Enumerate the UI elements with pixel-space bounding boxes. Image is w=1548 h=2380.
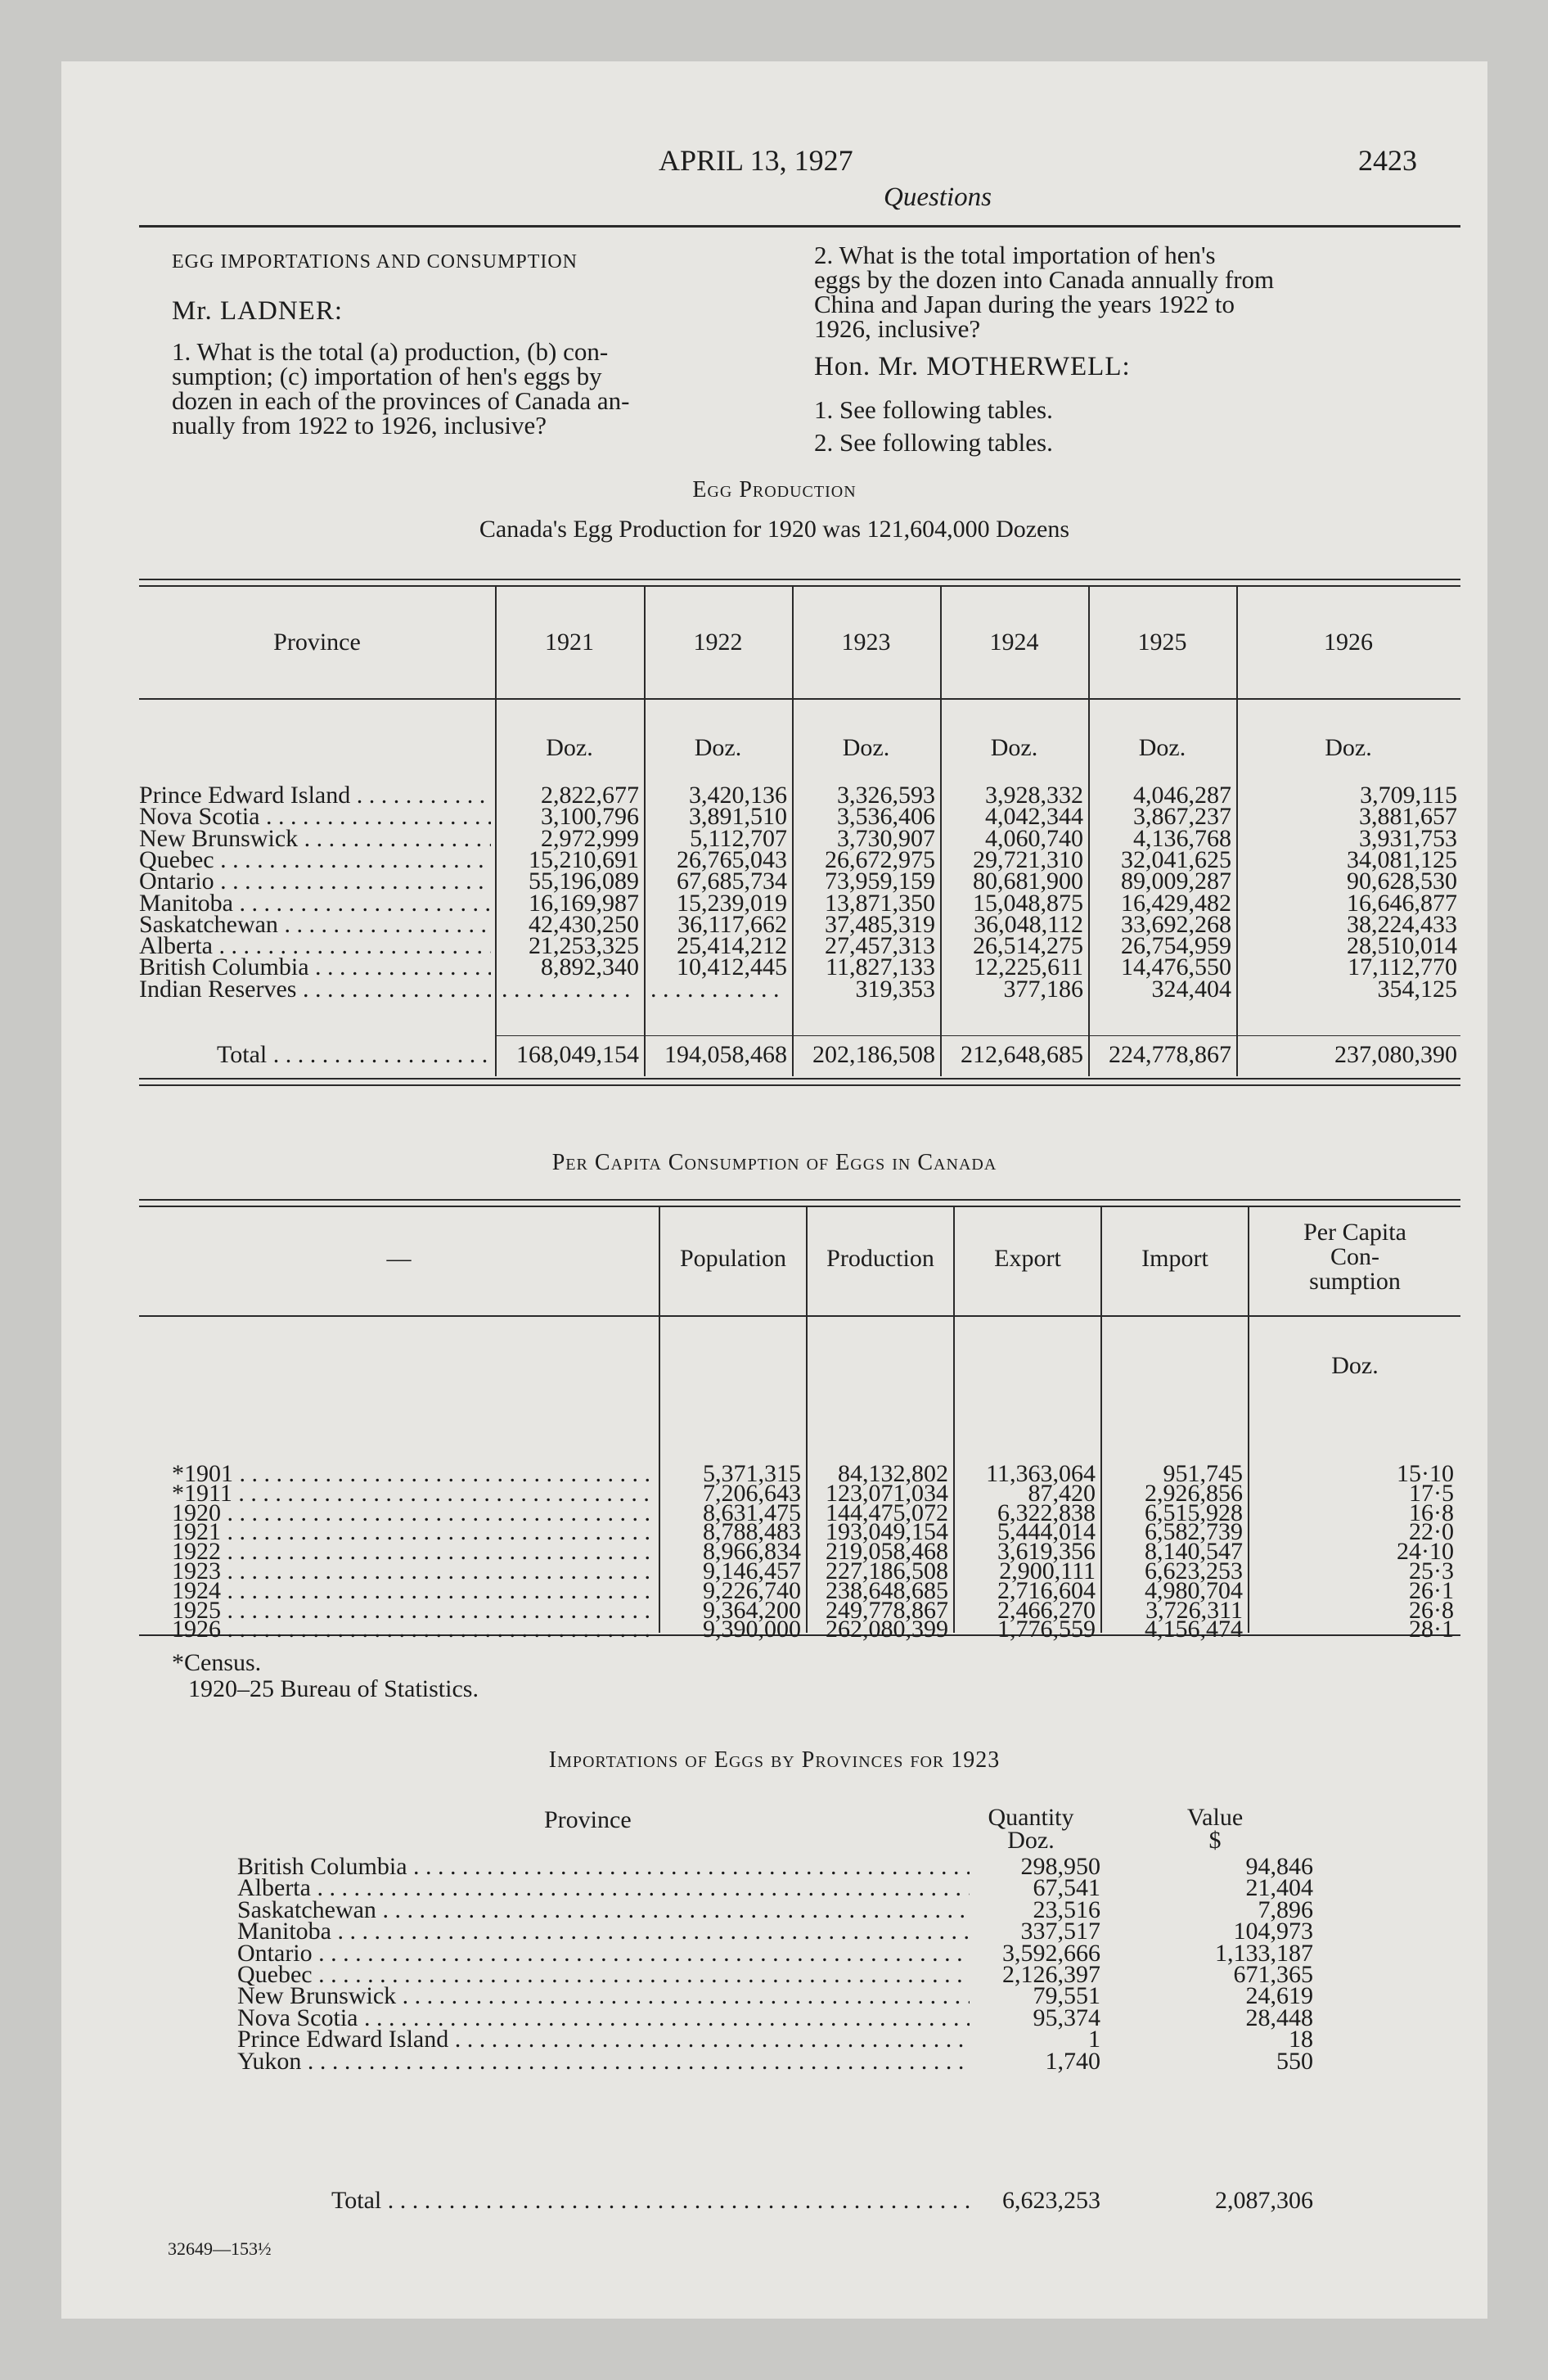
production-cell: 3,928,332 xyxy=(985,782,1083,809)
production-cell: 4,046,287 xyxy=(1133,782,1231,809)
province-name: New Brunswick xyxy=(139,827,299,850)
year-header: 1925 xyxy=(1137,629,1187,656)
importation-value: 28,448 xyxy=(1245,2004,1313,2031)
quantity-header: Quantity Doz. xyxy=(988,1804,1074,1854)
importation-province: British Columbia xyxy=(237,1855,407,1877)
consumption-cell: 8,966,834 xyxy=(703,1538,801,1566)
production-cell xyxy=(495,978,637,1000)
left-question-line: 1. What is the total (a) production, (b) con- xyxy=(172,337,609,366)
province-row-label xyxy=(139,935,491,957)
consumption-cell: 6,322,838 xyxy=(997,1499,1096,1526)
production-cell: 33,692,268 xyxy=(1121,910,1231,938)
importation-value: 24,619 xyxy=(1245,1982,1313,2010)
consumption-year: 1924 xyxy=(172,1579,221,1602)
production-cell: 14,476,550 xyxy=(1121,953,1231,981)
consumption-year: 1922 xyxy=(172,1540,221,1563)
header-page-number: 2423 xyxy=(1358,144,1417,177)
production-total-cell: 224,778,867 xyxy=(1109,1041,1231,1068)
importation-value: 671,365 xyxy=(1233,1961,1313,1988)
left-question-line: sumption; (c) importation of hen's eggs by xyxy=(172,362,602,390)
value-header: Value $ xyxy=(1186,1804,1244,1854)
importation-quantity: 23,516 xyxy=(1033,1895,1100,1923)
consumption-cell: 1,776,559 xyxy=(997,1616,1096,1643)
consumption-cell: 26·1 xyxy=(1409,1576,1454,1604)
production-cell: 28,510,014 xyxy=(1347,932,1457,960)
import-header: Import xyxy=(1141,1245,1208,1272)
production-cell: 8,892,340 xyxy=(541,953,639,981)
production-cell: 29,721,310 xyxy=(973,845,1083,873)
left-speaker: Mr. LADNER: xyxy=(172,296,343,326)
consumption-cell: 2,716,604 xyxy=(997,1576,1096,1604)
consumption-title: Per Capita Consumption of Eggs in Canada xyxy=(551,1150,997,1175)
consumption-cell: 87,420 xyxy=(1028,1479,1096,1507)
year-header: 1922 xyxy=(693,629,743,656)
importation-row-label xyxy=(237,1899,970,1921)
importation-quantity: 3,592,666 xyxy=(1002,1939,1100,1967)
province-row-label xyxy=(139,913,491,935)
production-cell: 25,414,212 xyxy=(677,932,787,960)
production-cell: 5,112,707 xyxy=(690,824,787,852)
left-question-line: nually from 1922 to 1926, inclusive? xyxy=(172,411,547,439)
importation-value: 94,846 xyxy=(1245,1853,1313,1880)
production-cell: 15,210,691 xyxy=(529,845,639,873)
production-cell: 4,060,740 xyxy=(985,824,1083,852)
year-header: 1923 xyxy=(841,629,891,656)
production-cell: 36,048,112 xyxy=(974,910,1083,938)
consumption-cell: 84,132,802 xyxy=(838,1460,948,1487)
production-cell: 16,646,877 xyxy=(1347,889,1457,917)
production-cell: 55,196,089 xyxy=(529,868,639,895)
production-total-label xyxy=(160,1044,491,1066)
right-question-text xyxy=(814,243,1403,341)
header-rule xyxy=(139,225,1460,228)
importation-row-label xyxy=(237,2050,970,2072)
consumption-cell: 6,623,253 xyxy=(1145,1557,1243,1584)
left-question-text xyxy=(172,337,773,439)
importation-row-label xyxy=(237,1942,970,1964)
consumption-cell: 227,186,508 xyxy=(826,1557,948,1584)
consumption-year: *1901 xyxy=(172,1463,233,1485)
consumption-cell: 24·10 xyxy=(1397,1538,1454,1566)
consumption-cell: 9,364,200 xyxy=(703,1596,801,1624)
consumption-cell: 4,156,474 xyxy=(1145,1616,1243,1643)
population-header: Population xyxy=(679,1245,786,1272)
header-date: APRIL 13, 1927 xyxy=(659,144,853,177)
consumption-row-label xyxy=(172,1618,655,1640)
province-row-label xyxy=(139,956,491,978)
importation-province: Prince Edward Island xyxy=(237,2028,449,2051)
production-cell: 3,931,753 xyxy=(1359,824,1457,852)
importation-quantity: 95,374 xyxy=(1033,2004,1100,2031)
consumption-cell: 6,582,739 xyxy=(1145,1518,1243,1546)
production-total-cell: 237,080,390 xyxy=(1334,1041,1457,1068)
production-cell: 13,871,350 xyxy=(825,889,935,917)
unit-label: Doz. xyxy=(694,734,742,761)
consumption-cell: 6,515,928 xyxy=(1145,1499,1243,1526)
left-question-line: dozen in each of the provinces of Canada an- xyxy=(172,386,630,415)
consumption-cell: 3,619,356 xyxy=(997,1538,1096,1566)
importation-row-label xyxy=(237,2028,970,2050)
consumption-year: 1926 xyxy=(172,1618,221,1641)
consumption-cell: 249,778,867 xyxy=(826,1596,948,1624)
province-name: Alberta xyxy=(139,935,213,958)
census-note: *Census. xyxy=(172,1649,262,1676)
importation-value: 18 xyxy=(1289,2026,1313,2053)
consumption-dash-header: — xyxy=(386,1245,412,1272)
unit-label: Doz. xyxy=(990,734,1038,761)
consumption-cell: 951,745 xyxy=(1163,1460,1243,1487)
production-cell: 3,100,796 xyxy=(541,803,639,831)
importation-value: 550 xyxy=(1276,2047,1313,2075)
consumption-cell: 22·0 xyxy=(1409,1518,1454,1546)
importation-quantity: 1,740 xyxy=(1045,2047,1100,2075)
production-cell: 37,485,319 xyxy=(825,910,935,938)
production-cell: 377,186 xyxy=(1003,975,1083,1003)
production-cell: 80,681,900 xyxy=(973,868,1083,895)
production-cell: 90,628,530 xyxy=(1347,868,1457,895)
importation-quantity: 298,950 xyxy=(1020,1853,1100,1880)
consumption-cell: 123,071,034 xyxy=(826,1479,948,1507)
province-name: Ontario xyxy=(139,870,214,893)
right-question-line: 1926, inclusive? xyxy=(814,314,981,343)
importation-province: Quebec xyxy=(237,1963,313,1986)
production-cell: 3,730,907 xyxy=(837,824,935,852)
production-cell: 42,430,250 xyxy=(529,910,639,938)
header-section: Questions xyxy=(884,183,992,212)
importation-quantity: 337,517 xyxy=(1020,1918,1100,1945)
consumption-cell: 8,788,483 xyxy=(703,1518,801,1546)
importation-total-row: Total . . . xyxy=(331,2189,970,2211)
consumption-cell: 16·8 xyxy=(1409,1499,1454,1526)
unit-label: Doz. xyxy=(1138,734,1186,761)
production-cell xyxy=(644,978,785,1000)
importation-quantity: 79,551 xyxy=(1033,1982,1100,2010)
production-subtitle: Canada's Egg Production for 1920 was 121,604,000 Dozens xyxy=(479,516,1070,543)
consumption-cell: 2,926,856 xyxy=(1145,1479,1243,1507)
production-cell: 73,959,159 xyxy=(825,868,935,895)
production-cell: 15,239,019 xyxy=(677,889,787,917)
importation-row-label xyxy=(237,1877,970,1899)
consumption-cell: 193,049,154 xyxy=(826,1518,948,1546)
import-province-header: Province xyxy=(544,1806,632,1833)
production-cell: 34,081,125 xyxy=(1347,845,1457,873)
question-topic: EGG IMPORTATIONS AND CONSUMPTION xyxy=(172,251,578,273)
bureau-note: 1920–25 Bureau of Statistics. xyxy=(188,1675,479,1702)
province-header: Province xyxy=(273,629,361,656)
production-cell: 3,881,657 xyxy=(1359,803,1457,831)
consumption-cell: 3,726,311 xyxy=(1145,1596,1243,1624)
production-cell: 2,972,999 xyxy=(541,824,639,852)
consumption-cell: 15·10 xyxy=(1397,1460,1454,1487)
importation-quantity: 67,541 xyxy=(1033,1874,1100,1902)
per-capita-header: Per Capita Con- sumption xyxy=(1303,1219,1406,1295)
production-cell: 36,117,662 xyxy=(677,910,787,938)
consumption-cell: 2,466,270 xyxy=(997,1596,1096,1624)
consumption-year: *1911 xyxy=(172,1481,232,1504)
importation-quantity: 2,126,397 xyxy=(1002,1961,1100,1988)
consumption-cell: 8,140,547 xyxy=(1145,1538,1243,1566)
importation-value: 1,133,187 xyxy=(1215,1939,1313,1967)
province-row-label xyxy=(139,827,491,850)
production-header: Production xyxy=(826,1245,934,1272)
production-cell: 3,326,593 xyxy=(837,782,935,809)
production-cell: 17,112,770 xyxy=(1348,953,1457,981)
production-cell: 32,041,625 xyxy=(1121,845,1231,873)
importation-row-label xyxy=(237,1963,970,1986)
consumption-year: 1921 xyxy=(172,1521,221,1544)
consumption-cell: 17·5 xyxy=(1409,1479,1454,1507)
answer-1: 1. See following tables. xyxy=(814,395,1053,424)
importation-province: Yukon xyxy=(237,2049,302,2072)
production-cell: 67,685,734 xyxy=(677,868,787,895)
importation-province: Nova Scotia xyxy=(237,2006,358,2029)
production-total-cell: 202,186,508 xyxy=(812,1041,935,1068)
production-cell: 3,536,406 xyxy=(837,803,935,831)
province-name: Prince Edward Island xyxy=(139,784,351,806)
right-speaker: Hon. Mr. MOTHERWELL: xyxy=(814,352,1131,381)
province-row-label xyxy=(139,892,491,914)
unit-label: Doz. xyxy=(842,734,890,761)
page xyxy=(61,61,1487,2319)
consumption-cell: 2,900,111 xyxy=(999,1557,1096,1584)
importation-row-label xyxy=(237,1855,970,1877)
right-question-line: eggs by the dozen into Canada annually from xyxy=(814,265,1275,294)
year-header: 1921 xyxy=(545,629,594,656)
consumption-cell: 26·8 xyxy=(1409,1596,1454,1624)
province-row-label xyxy=(139,849,491,871)
production-cell: 15,048,875 xyxy=(973,889,1083,917)
consumption-year: 1925 xyxy=(172,1598,221,1621)
consumption-cell: 4,980,704 xyxy=(1145,1576,1243,1604)
production-title: Egg Production xyxy=(692,477,857,503)
year-header: 1926 xyxy=(1324,629,1373,656)
importation-value: 7,896 xyxy=(1258,1895,1313,1923)
consumption-cell: 219,058,468 xyxy=(826,1538,948,1566)
year-header: 1924 xyxy=(989,629,1039,656)
production-cell: 26,754,959 xyxy=(1121,932,1231,960)
province-row-label xyxy=(139,978,491,1000)
consumption-cell: 28·1 xyxy=(1409,1616,1454,1643)
importation-quantity: 1 xyxy=(1088,2026,1100,2053)
importation-row-label xyxy=(237,1920,970,1942)
right-question-line: China and Japan during the years 1922 to xyxy=(814,290,1235,318)
production-cell: 3,867,237 xyxy=(1133,803,1231,831)
importation-row-label xyxy=(237,1985,970,2007)
production-cell: 26,514,275 xyxy=(973,932,1083,960)
unit-label: Doz. xyxy=(1325,734,1372,761)
importation-row-label xyxy=(237,2007,970,2029)
consumption-cell: 9,390,000 xyxy=(703,1616,801,1643)
production-cell: 2,822,677 xyxy=(541,782,639,809)
importation-province: New Brunswick xyxy=(237,1985,397,2008)
consumption-cell: 144,475,072 xyxy=(826,1499,948,1526)
total-quantity: 6,623,253 xyxy=(1002,2187,1100,2214)
production-cell: 26,672,975 xyxy=(825,845,935,873)
consumption-year: 1923 xyxy=(172,1560,221,1582)
province-row-label xyxy=(139,784,491,806)
production-cell: 16,169,987 xyxy=(529,889,639,917)
unit-label: Doz. xyxy=(546,734,593,761)
production-cell: 3,709,115 xyxy=(1360,782,1457,809)
province-row-label xyxy=(139,805,491,827)
province-name: Quebec xyxy=(139,848,214,871)
production-cell: 354,125 xyxy=(1377,975,1457,1003)
production-total-cell: 212,648,685 xyxy=(961,1041,1083,1068)
production-cell: 27,457,313 xyxy=(825,932,935,960)
consumption-cell: 9,226,740 xyxy=(703,1576,801,1604)
per-capita-unit: Doz. xyxy=(1331,1352,1379,1379)
importations-title: Importations of Eggs by Provinces for 1923 xyxy=(548,1747,1001,1773)
production-cell: 89,009,287 xyxy=(1121,868,1231,895)
province-name: Manitoba xyxy=(139,891,233,914)
production-cell: 324,404 xyxy=(1151,975,1231,1003)
footer-code: 32649—153½ xyxy=(168,2238,272,2259)
province-row-label xyxy=(139,870,491,892)
production-cell: 4,042,344 xyxy=(985,803,1083,831)
importation-province: Saskatchewan xyxy=(237,1898,376,1921)
production-cell: 11,827,133 xyxy=(826,953,935,981)
importation-province: Manitoba xyxy=(237,1920,331,1943)
consumption-cell: 5,444,014 xyxy=(997,1518,1096,1546)
province-name: Saskatchewan xyxy=(139,913,278,935)
consumption-cell: 25·3 xyxy=(1409,1557,1454,1584)
answer-2: 2. See following tables. xyxy=(814,428,1053,457)
production-cell: 16,429,482 xyxy=(1121,889,1231,917)
production-cell: 3,891,510 xyxy=(689,803,787,831)
production-total-cell: 194,058,468 xyxy=(664,1041,787,1068)
importation-province: Alberta xyxy=(237,1877,311,1900)
consumption-cell: 8,631,475 xyxy=(703,1499,801,1526)
consumption-year: 1920 xyxy=(172,1501,221,1524)
importation-province: Ontario xyxy=(237,1941,313,1964)
production-cell: 26,765,043 xyxy=(677,845,787,873)
total-value: 2,087,306 xyxy=(1215,2187,1313,2214)
province-name: British Columbia xyxy=(139,956,309,979)
province-name: Nova Scotia xyxy=(139,805,260,828)
consumption-cell: 7,206,643 xyxy=(703,1479,801,1507)
production-cell: 4,136,768 xyxy=(1133,824,1231,852)
production-cell: 3,420,136 xyxy=(689,782,787,809)
province-name: Indian Reserves xyxy=(139,977,297,1000)
importation-value: 104,973 xyxy=(1233,1918,1313,1945)
consumption-cell: 11,363,064 xyxy=(986,1460,1096,1487)
right-question-line: 2. What is the total importation of hen's xyxy=(814,241,1216,269)
production-cell: 10,412,445 xyxy=(677,953,787,981)
consumption-cell: 5,371,315 xyxy=(703,1460,801,1487)
consumption-cell: 262,080,399 xyxy=(826,1616,948,1643)
importation-value: 21,404 xyxy=(1245,1874,1313,1902)
production-cell: 319,353 xyxy=(855,975,935,1003)
production-cell: 12,225,611 xyxy=(974,953,1083,981)
production-total-cell: 168,049,154 xyxy=(516,1041,639,1068)
export-header: Export xyxy=(994,1245,1061,1272)
production-cell: 38,224,433 xyxy=(1347,910,1457,938)
consumption-cell: 238,648,685 xyxy=(826,1576,948,1604)
total-label: Total xyxy=(217,1044,268,1066)
production-cell: 21,253,325 xyxy=(529,932,639,960)
consumption-cell: 9,146,457 xyxy=(703,1557,801,1584)
